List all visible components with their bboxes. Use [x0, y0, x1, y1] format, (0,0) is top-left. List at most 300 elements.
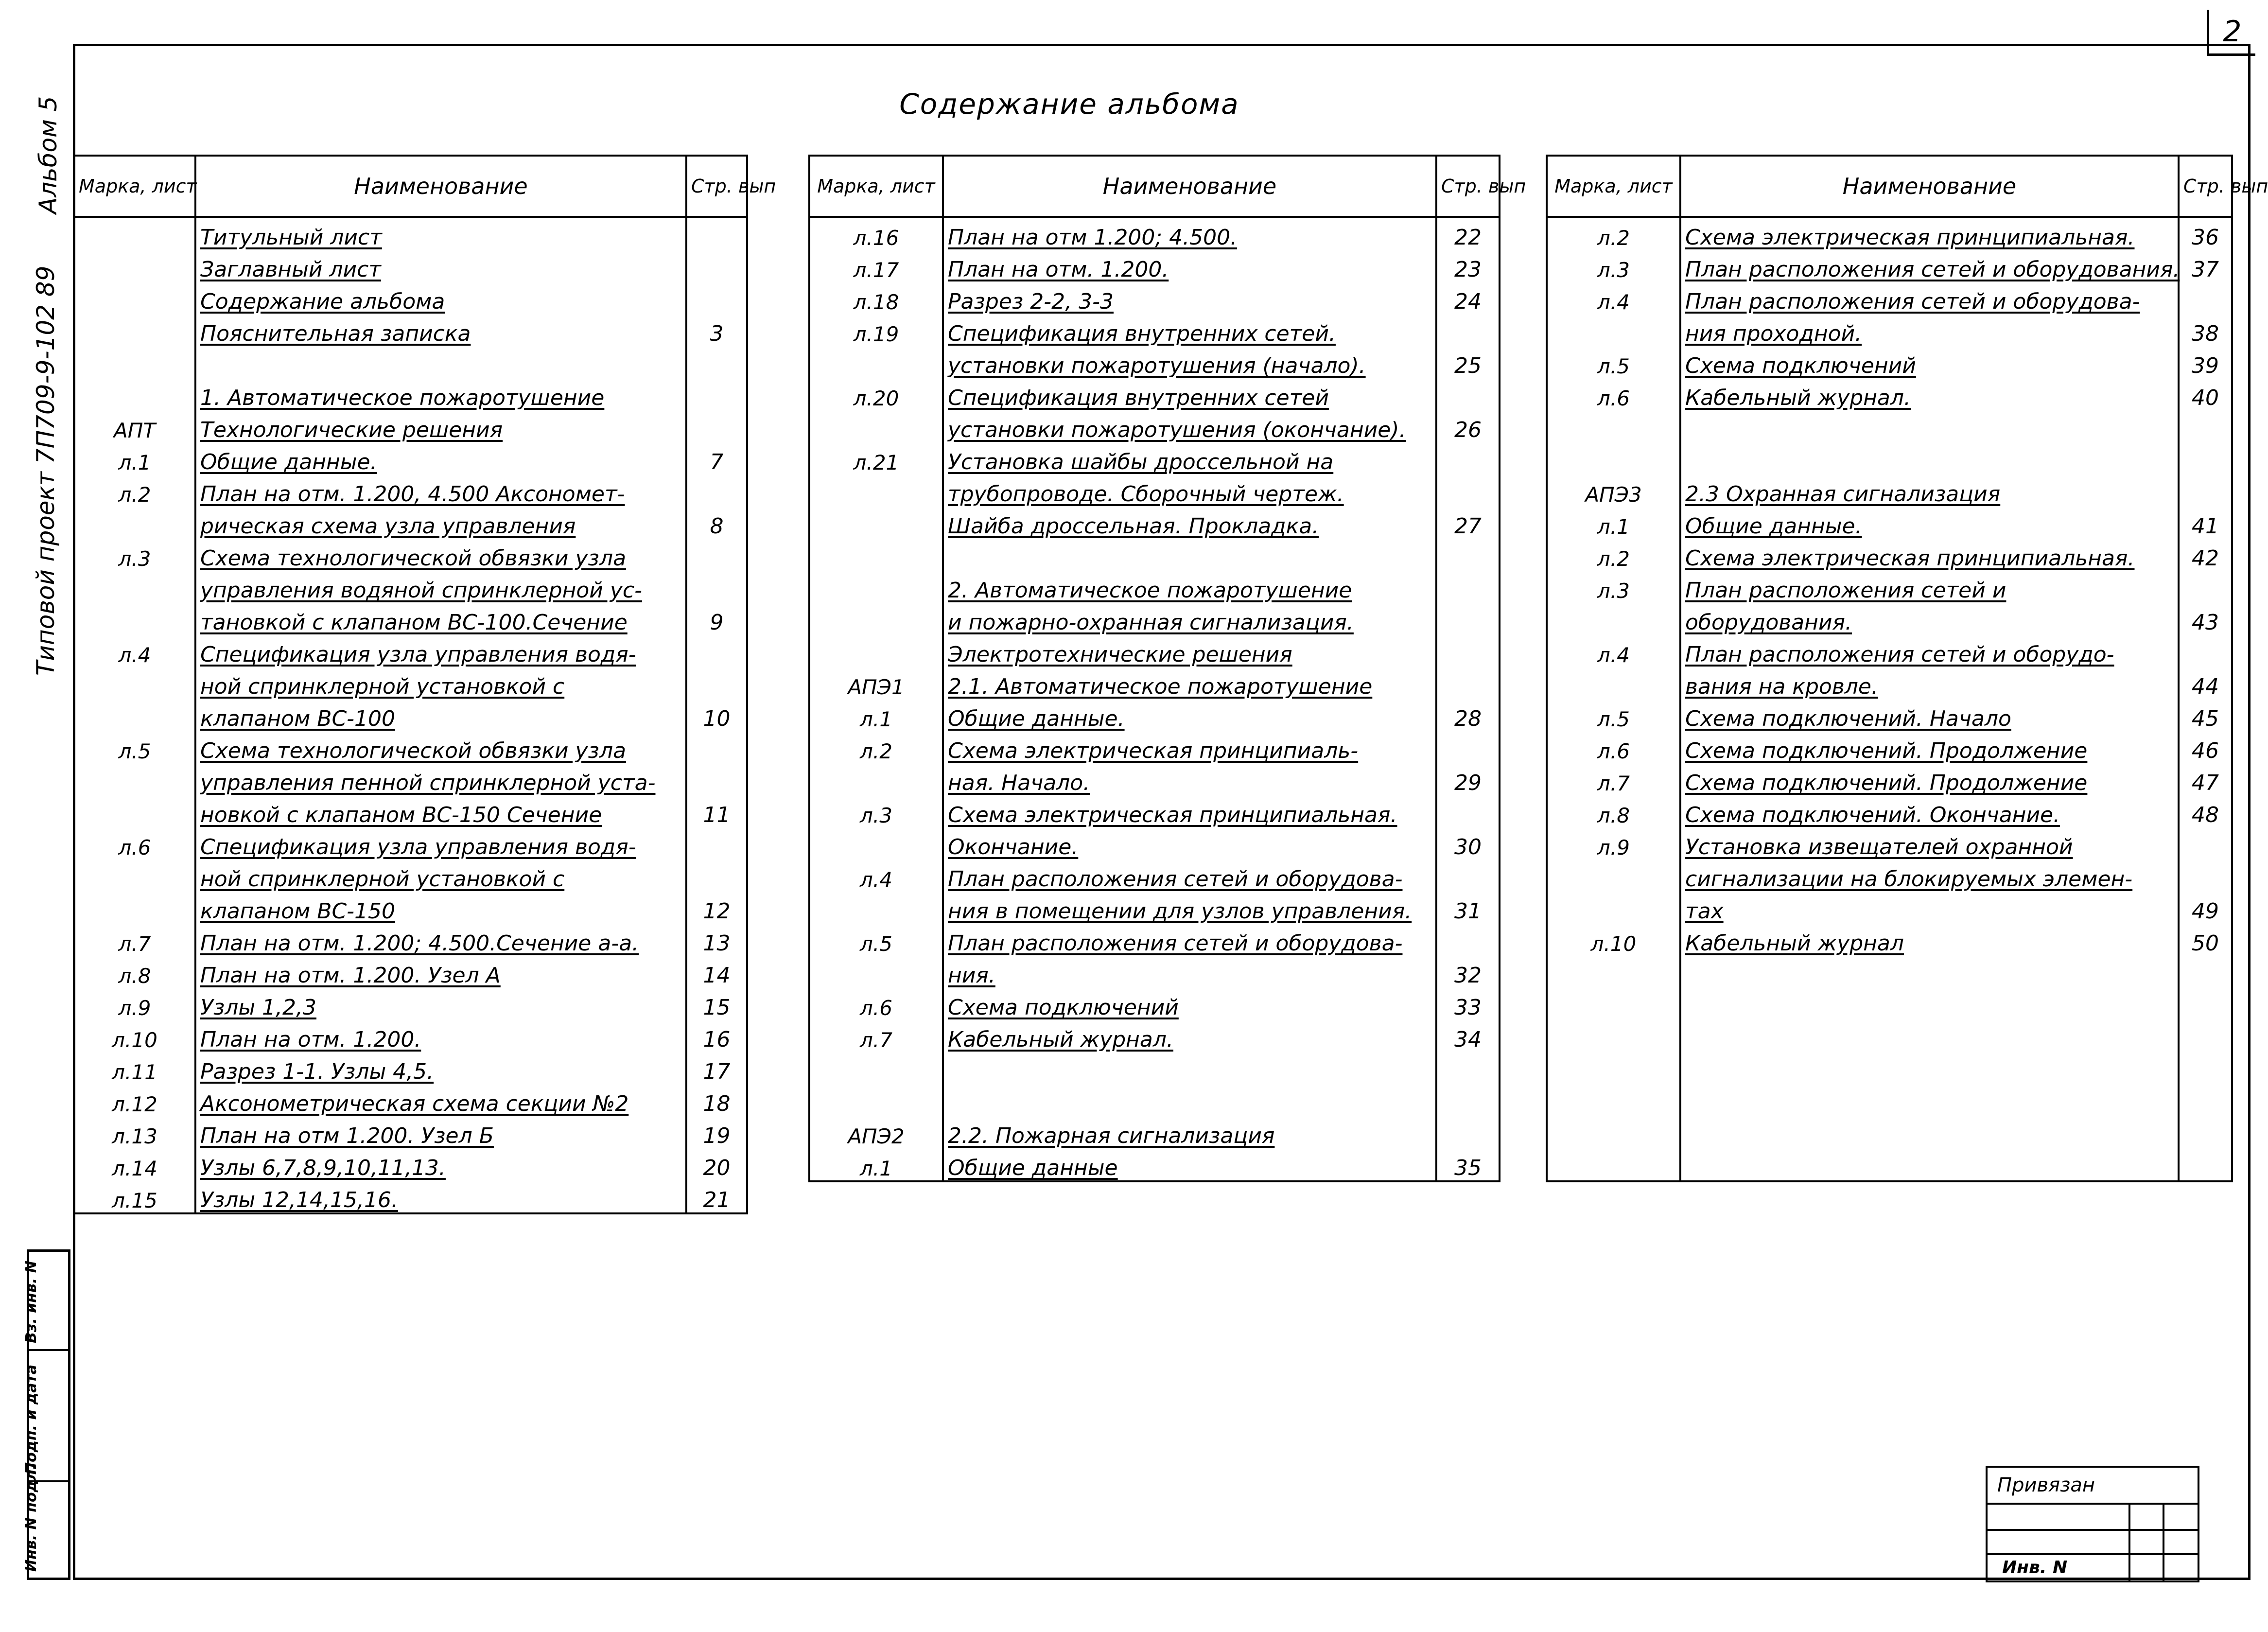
- row-page: [1436, 603, 1500, 635]
- row-name-cell: [943, 956, 1436, 988]
- stamp-replace-inv: Вз. инв. N: [23, 1261, 40, 1343]
- table-row: [74, 603, 747, 635]
- row-name-cell: [195, 507, 686, 539]
- row-mark: [1547, 410, 1680, 442]
- row-mark: [1547, 892, 1680, 924]
- row-mark: АПЭ1: [809, 667, 943, 699]
- row-mark: л.4: [1547, 282, 1680, 314]
- row-name: Схема подключений. Окончание.: [1685, 803, 2060, 827]
- row-name-cell: [195, 1148, 686, 1180]
- row-page: [686, 571, 747, 603]
- row-mark: л.14: [74, 1148, 195, 1180]
- row-name-cell: [943, 1020, 1436, 1052]
- row-mark: л.1: [809, 1148, 943, 1181]
- row-page: 30: [1436, 827, 1500, 860]
- row-mark: [809, 956, 943, 988]
- row-mark: л.6: [1547, 731, 1680, 763]
- row-page: [2179, 474, 2232, 507]
- row-name-cell: [943, 731, 1436, 763]
- table-row: [1547, 1116, 2232, 1148]
- row-name-cell: [943, 250, 1436, 282]
- row-name-cell: [943, 795, 1436, 827]
- row-name-cell: [1680, 1020, 2179, 1052]
- row-page: 18: [686, 1084, 747, 1116]
- table-row: [1547, 378, 2232, 410]
- row-name-cell: [195, 699, 686, 731]
- row-mark: [1547, 442, 1680, 474]
- row-mark: л.20: [809, 378, 943, 410]
- row-mark: л.5: [74, 731, 195, 763]
- row-mark: [809, 346, 943, 378]
- row-name-cell: [1680, 635, 2179, 667]
- row-mark: [74, 346, 195, 378]
- row-name-cell: [195, 539, 686, 571]
- row-name-cell: [195, 1052, 686, 1084]
- row-page: 28: [1436, 699, 1500, 731]
- row-page: [1436, 731, 1500, 763]
- row-name-cell: [195, 827, 686, 860]
- row-mark: л.11: [74, 1052, 195, 1084]
- row-mark: [1547, 1084, 1680, 1116]
- table-row: [74, 635, 747, 667]
- row-page: [2179, 827, 2232, 860]
- row-mark: л.7: [74, 924, 195, 956]
- row-name-cell: [1680, 217, 2179, 250]
- row-name: управления водяной спринклерной ус-: [200, 578, 642, 603]
- row-mark: л.17: [809, 250, 943, 282]
- row-name: Схема электрическая принципиальная.: [948, 803, 1397, 827]
- table-row: [74, 731, 747, 763]
- row-name-cell: [943, 571, 1436, 603]
- row-name-cell: [943, 988, 1436, 1020]
- row-name: 1. Автоматическое пожаротушение: [200, 386, 605, 410]
- table-row: [1547, 635, 2232, 667]
- table-row: [1547, 410, 2232, 442]
- row-name-cell: [1680, 988, 2179, 1020]
- row-name-cell: [1680, 1148, 2179, 1181]
- sheet-number: 2: [2207, 10, 2255, 56]
- row-page: [686, 410, 747, 442]
- row-name: Схема подключений: [948, 995, 1179, 1020]
- row-page: [686, 827, 747, 860]
- project-label: Типовой проект 7П709-9-102 89: [32, 265, 60, 676]
- row-mark: [1547, 1052, 1680, 1084]
- row-name-cell: [1680, 442, 2179, 474]
- row-mark: [74, 217, 195, 250]
- row-name: Общие данные.: [200, 450, 377, 474]
- row-name-cell: [1680, 378, 2179, 410]
- row-name-cell: [1680, 763, 2179, 795]
- table-row: [809, 731, 1500, 763]
- row-mark: л.15: [74, 1180, 195, 1213]
- row-page: [2179, 571, 2232, 603]
- table-row: [809, 539, 1500, 571]
- row-name-cell: [195, 474, 686, 507]
- row-name: Разрез 1-1. Узлы 4,5.: [200, 1059, 434, 1084]
- row-mark: л.16: [809, 217, 943, 250]
- row-page: 35: [1436, 1148, 1500, 1181]
- table-row: [74, 892, 747, 924]
- row-mark: АПЭ3: [1547, 474, 1680, 507]
- row-name-cell: [195, 250, 686, 282]
- table-row: [809, 635, 1500, 667]
- table-row: [809, 250, 1500, 282]
- row-page: [1436, 860, 1500, 892]
- row-mark: л.6: [1547, 378, 1680, 410]
- row-page: [686, 282, 747, 314]
- row-name-cell: [943, 474, 1436, 507]
- row-name: План на отм. 1.200; 4.500.Сечение а-а.: [200, 931, 639, 956]
- header-name: Наименование: [1680, 156, 2179, 217]
- row-page: 8: [686, 507, 747, 539]
- row-name-cell: [1680, 539, 2179, 571]
- row-name: План расположения сетей и оборудова-: [948, 867, 1403, 892]
- row-name-cell: [943, 410, 1436, 442]
- row-name-cell: [1680, 827, 2179, 860]
- row-page: [1436, 924, 1500, 956]
- row-name-cell: [195, 956, 686, 988]
- row-name: ния в помещении для узлов управления.: [948, 899, 1412, 924]
- table-row: [1547, 282, 2232, 314]
- row-name-cell: [943, 699, 1436, 731]
- row-name: Пояснительная записка: [200, 321, 471, 346]
- row-page: [2179, 1148, 2232, 1181]
- row-name: ния.: [948, 963, 995, 988]
- row-page: 37: [2179, 250, 2232, 282]
- table-row: [1547, 892, 2232, 924]
- row-mark: л.12: [74, 1084, 195, 1116]
- approval-block: [1986, 1466, 2199, 1582]
- row-page: [2179, 956, 2232, 988]
- row-page: [1436, 667, 1500, 699]
- row-page: 17: [686, 1052, 747, 1084]
- row-name-cell: [1680, 956, 2179, 988]
- row-mark: [1547, 1020, 1680, 1052]
- row-name-cell: [195, 988, 686, 1020]
- row-mark: [809, 1084, 943, 1116]
- row-name-cell: [195, 442, 686, 474]
- row-name: Схема подключений: [1685, 353, 1916, 378]
- table-row: [1547, 1052, 2232, 1084]
- row-name-cell: [195, 1116, 686, 1148]
- row-name-cell: [1680, 699, 2179, 731]
- table-row: [1547, 795, 2232, 827]
- row-name-cell: [1680, 892, 2179, 924]
- row-page: [1436, 571, 1500, 603]
- table-row: [1547, 603, 2232, 635]
- table-row: [74, 250, 747, 282]
- row-name-cell: [1680, 250, 2179, 282]
- row-mark: [74, 314, 195, 346]
- row-name: Электротехнические решения: [948, 642, 1292, 667]
- row-name-cell: [943, 1148, 1436, 1181]
- row-name-cell: [943, 217, 1436, 250]
- table-row: [1547, 1020, 2232, 1052]
- row-name-cell: [195, 667, 686, 699]
- table-row: [1547, 988, 2232, 1020]
- row-name: Установка извещателей охранной: [1685, 835, 2073, 860]
- row-page: [686, 635, 747, 667]
- table-row: [74, 282, 747, 314]
- row-mark: л.5: [1547, 699, 1680, 731]
- table-row: [809, 827, 1500, 860]
- row-name-cell: [943, 314, 1436, 346]
- table-row: [74, 442, 747, 474]
- stamp-cell-inv-orig: [23, 1464, 68, 1578]
- row-mark: л.13: [74, 1116, 195, 1148]
- row-name: управления пенной спринклерной уста-: [200, 771, 656, 795]
- table-row: [1547, 956, 2232, 988]
- row-name-cell: [943, 827, 1436, 860]
- row-page: 3: [686, 314, 747, 346]
- row-mark: [74, 763, 195, 795]
- row-name-cell: [943, 1052, 1436, 1084]
- row-name: тах: [1685, 899, 1724, 924]
- table-row: [74, 1116, 747, 1148]
- table-row: [74, 378, 747, 410]
- row-mark: л.21: [809, 442, 943, 474]
- row-name: Окончание.: [948, 835, 1079, 860]
- row-name: оборудования.: [1685, 610, 1852, 635]
- row-mark: [809, 603, 943, 635]
- table-row: [809, 314, 1500, 346]
- row-page: 40: [2179, 378, 2232, 410]
- row-name-cell: [1680, 410, 2179, 442]
- row-page: 39: [2179, 346, 2232, 378]
- table-row: [74, 667, 747, 699]
- row-page: 7: [686, 442, 747, 474]
- row-name: Узлы 6,7,8,9,10,11,13.: [200, 1156, 446, 1180]
- row-page: 23: [1436, 250, 1500, 282]
- table-row: [74, 507, 747, 539]
- row-page: 21: [686, 1180, 747, 1213]
- table-row: [74, 571, 747, 603]
- row-page: [686, 763, 747, 795]
- row-page: 10: [686, 699, 747, 731]
- table-row: [1547, 346, 2232, 378]
- row-mark: [74, 795, 195, 827]
- row-name-cell: [195, 217, 686, 250]
- row-name-cell: [1680, 1116, 2179, 1148]
- row-mark: АПТ: [74, 410, 195, 442]
- table-row: [809, 924, 1500, 956]
- row-page: 26: [1436, 410, 1500, 442]
- row-page: 47: [2179, 763, 2232, 795]
- row-name-cell: [1680, 282, 2179, 314]
- row-mark: [809, 410, 943, 442]
- table-row: [1547, 539, 2232, 571]
- row-mark: л.8: [1547, 795, 1680, 827]
- row-name-cell: [1680, 731, 2179, 763]
- row-page: 50: [2179, 924, 2232, 956]
- row-name-cell: [195, 378, 686, 410]
- row-mark: [74, 507, 195, 539]
- row-name: 2.1. Автоматическое пожаротушение: [948, 674, 1373, 699]
- toc-table-3: [1546, 155, 2268, 1182]
- row-name-cell: [943, 1116, 1436, 1148]
- row-page: [1436, 442, 1500, 474]
- table-row: [809, 571, 1500, 603]
- row-name: План расположения сетей и оборудо-: [1685, 642, 2114, 667]
- row-name: и пожарно-охранная сигнализация.: [948, 610, 1354, 635]
- row-page: 48: [2179, 795, 2232, 827]
- row-name: сигнализации на блокируемых элемен-: [1685, 867, 2133, 892]
- row-page: [1436, 378, 1500, 410]
- row-mark: л.6: [809, 988, 943, 1020]
- row-name-cell: [1680, 314, 2179, 346]
- row-name-cell: [1680, 474, 2179, 507]
- row-mark: [809, 635, 943, 667]
- row-page: 42: [2179, 539, 2232, 571]
- row-name: План расположения сетей и оборудова-: [948, 931, 1403, 956]
- row-page: [2179, 1052, 2232, 1084]
- row-name-cell: [943, 667, 1436, 699]
- row-name-cell: [195, 571, 686, 603]
- row-page: 45: [2179, 699, 2232, 731]
- row-name: Шайба дроссельная. Прокладка.: [948, 514, 1319, 539]
- table-row: [1547, 860, 2232, 892]
- row-page: [1436, 1052, 1500, 1084]
- row-page: [2179, 860, 2232, 892]
- row-page: 34: [1436, 1020, 1500, 1052]
- row-page: 27: [1436, 507, 1500, 539]
- row-page: 14: [686, 956, 747, 988]
- row-mark: [74, 378, 195, 410]
- table-row: [74, 763, 747, 795]
- table-row: [1547, 1148, 2232, 1181]
- row-page: 32: [1436, 956, 1500, 988]
- row-page: 22: [1436, 217, 1500, 250]
- row-name-cell: [195, 1084, 686, 1116]
- row-name: 2.3 Охранная сигнализация: [1685, 482, 2001, 507]
- row-mark: л.2: [1547, 539, 1680, 571]
- row-name: Схема подключений. Начало: [1685, 706, 2011, 731]
- row-name-cell: [943, 282, 1436, 314]
- row-mark: [809, 763, 943, 795]
- row-name: 2.2. Пожарная сигнализация: [948, 1123, 1275, 1148]
- table-row: [1547, 314, 2232, 346]
- row-name: Узлы 12,14,15,16.: [200, 1188, 398, 1212]
- row-name: Схема электрическая принципиальная.: [1685, 225, 2135, 250]
- row-name: План на отм. 1.200.: [200, 1027, 421, 1052]
- row-name-cell: [1680, 1084, 2179, 1116]
- row-name: Спецификация внутренних сетей.: [948, 321, 1336, 346]
- row-name: Технологические решения: [200, 418, 503, 442]
- row-page: [686, 474, 747, 507]
- row-name: рическая схема узла управления: [200, 514, 576, 539]
- row-mark: [809, 474, 943, 507]
- table-row: [74, 539, 747, 571]
- row-mark: л.9: [74, 988, 195, 1020]
- row-name: ной спринклерной установкой с: [200, 867, 565, 892]
- row-mark: [809, 507, 943, 539]
- row-mark: л.1: [1547, 507, 1680, 539]
- stamp-cell-replace-inv: [23, 1252, 68, 1349]
- row-mark: [1547, 603, 1680, 635]
- row-mark: [1547, 988, 1680, 1020]
- row-mark: л.4: [74, 635, 195, 667]
- row-name: трубопроводе. Сборочный чертеж.: [948, 482, 1344, 507]
- table-row: [74, 1180, 747, 1213]
- table-row: [809, 1052, 1500, 1084]
- row-name: Разрез 2-2, 3-3: [948, 289, 1114, 314]
- row-name-cell: [195, 635, 686, 667]
- table-row: [74, 860, 747, 892]
- table-row: [74, 410, 747, 442]
- row-mark: л.3: [1547, 250, 1680, 282]
- row-page: [2179, 635, 2232, 667]
- row-mark: л.8: [74, 956, 195, 988]
- row-name: ния проходной.: [1685, 321, 1862, 346]
- table-row: [1547, 1084, 2232, 1116]
- row-name: План на отм. 1.200, 4.500 Аксономет-: [200, 482, 625, 507]
- row-page: [2179, 1116, 2232, 1148]
- table-row: [1547, 827, 2232, 860]
- row-name: Спецификация узла управления водя-: [200, 835, 636, 860]
- table-row: [1547, 924, 2232, 956]
- row-mark: л.5: [809, 924, 943, 956]
- row-name-cell: [195, 763, 686, 795]
- row-name: План на отм 1.200; 4.500.: [948, 225, 1238, 250]
- row-name-cell: [943, 603, 1436, 635]
- row-page: [686, 250, 747, 282]
- row-name-cell: [1680, 507, 2179, 539]
- row-page: 16: [686, 1020, 747, 1052]
- row-page: 38: [2179, 314, 2232, 346]
- row-page: 15: [686, 988, 747, 1020]
- row-mark: [74, 860, 195, 892]
- row-name-cell: [195, 1180, 686, 1213]
- row-mark: [74, 250, 195, 282]
- row-page: [686, 860, 747, 892]
- row-name-cell: [1680, 603, 2179, 635]
- row-name: вания на кровле.: [1685, 674, 1878, 699]
- row-name: Спецификация внутренних сетей: [948, 386, 1329, 410]
- stamp-cell-sign-date: [23, 1349, 68, 1480]
- row-name-cell: [195, 731, 686, 763]
- header-name: Наименование: [943, 156, 1436, 217]
- row-mark: л.1: [74, 442, 195, 474]
- row-mark: [809, 571, 943, 603]
- table-row: [809, 217, 1500, 250]
- table-row: [1547, 507, 2232, 539]
- row-page: 44: [2179, 667, 2232, 699]
- table-row: [74, 795, 747, 827]
- row-name-cell: [195, 924, 686, 956]
- row-page: 49: [2179, 892, 2232, 924]
- row-page: 9: [686, 603, 747, 635]
- row-name-cell: [195, 860, 686, 892]
- row-mark: л.6: [74, 827, 195, 860]
- row-name-cell: [195, 603, 686, 635]
- table-row: [1547, 731, 2232, 763]
- row-mark: л.10: [1547, 924, 1680, 956]
- toc-table-2: [808, 155, 1526, 1182]
- row-name: Установка шайбы дроссельной на: [948, 450, 1334, 474]
- row-page: [2179, 282, 2232, 314]
- page-title: Содержание альбома: [899, 88, 1239, 121]
- table-row: [809, 603, 1500, 635]
- row-name-cell: [1680, 1052, 2179, 1084]
- table-row: [74, 1052, 747, 1084]
- table-row: [809, 1148, 1500, 1181]
- row-name-cell: [943, 1084, 1436, 1116]
- row-name-cell: [195, 282, 686, 314]
- table-row: [1547, 667, 2232, 699]
- row-mark: л.10: [74, 1020, 195, 1052]
- row-name: Спецификация узла управления водя-: [200, 642, 636, 667]
- row-page: [686, 667, 747, 699]
